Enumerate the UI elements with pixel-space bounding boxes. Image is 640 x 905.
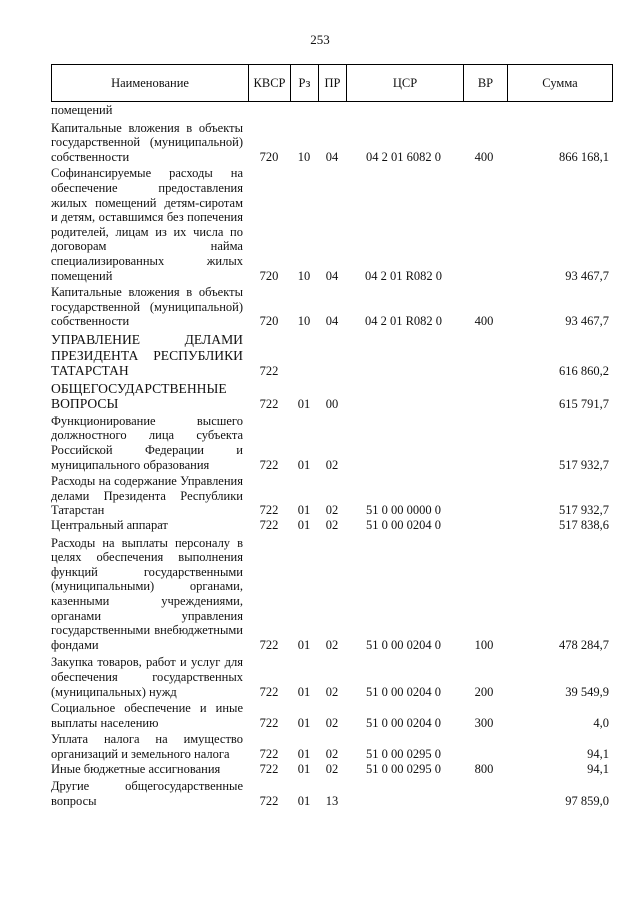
row-kvsr: 720: [259, 268, 279, 283]
row-sum: 478 284,7: [559, 637, 609, 652]
table-row: [51, 103, 612, 118]
row-pr: 02: [325, 503, 339, 518]
row-name: Иные бюджетные ассигнования: [51, 761, 221, 776]
row-rz: 01: [297, 637, 311, 652]
table-row: [51, 762, 612, 777]
row-kvsr: 722: [259, 637, 279, 652]
page-number: 253: [310, 32, 330, 47]
row-vr: 100: [474, 637, 494, 652]
row-vr: 200: [474, 684, 494, 699]
row-pr: 04: [325, 268, 339, 283]
row-pr: 02: [325, 518, 339, 533]
row-sum: 616 860,2: [559, 364, 609, 379]
column-header-name: Наименование: [52, 65, 249, 102]
row-kvsr: 720: [259, 149, 279, 164]
row-pr: 13: [325, 793, 339, 808]
row-sum: 93 467,7: [565, 314, 609, 329]
row-sum: 97 859,0: [565, 793, 609, 808]
row-rz: 10: [297, 314, 311, 329]
column-header-pr: ПР: [319, 65, 347, 102]
row-csr: 51 0 00 0204 0: [366, 518, 441, 533]
row-csr: 04 2 01 R082 0: [364, 314, 443, 329]
row-rz: 01: [297, 503, 311, 518]
row-sum: 39 549,9: [565, 684, 609, 699]
row-rz: 01: [297, 761, 311, 776]
row-sum: 517 838,6: [559, 518, 609, 533]
row-sum: 93 467,7: [565, 268, 609, 283]
row-name: Капитальные вложения в объекты государственной (муниципальной) собственности: [51, 120, 243, 164]
row-rz: 01: [297, 457, 311, 472]
table-row: [51, 701, 612, 730]
row-pr: 04: [325, 314, 339, 329]
row-pr: 02: [325, 746, 339, 761]
row-name: Капитальные вложения в объекты государственной (муниципальной) собственности: [51, 285, 243, 329]
row-kvsr: 720: [259, 314, 279, 329]
row-pr: 02: [325, 761, 339, 776]
row-kvsr: 722: [259, 761, 279, 776]
row-kvsr: 722: [259, 746, 279, 761]
row-pr: 02: [325, 684, 339, 699]
row-rz: 10: [297, 149, 311, 164]
row-csr: 04 2 01 6082 0: [366, 149, 441, 164]
table-row: [51, 536, 612, 653]
row-csr: 51 0 00 0204 0: [366, 637, 441, 652]
row-sum: 94,1: [587, 761, 609, 776]
row-kvsr: 722: [259, 793, 279, 808]
row-pr: 00: [325, 397, 339, 412]
row-name: Расходы на содержание Управления делами Президента Республики Татарстан: [51, 474, 243, 518]
row-rz: 01: [297, 684, 311, 699]
row-pr: 02: [325, 715, 339, 730]
row-name: Функционирование высшего должностного лица субъекта Российской Федерации и муниципального образования: [51, 413, 243, 472]
table-header: [51, 64, 613, 102]
column-header-kvsr: КВСР: [249, 65, 291, 102]
row-rz: 01: [297, 793, 311, 808]
row-sum: 4,0: [593, 715, 609, 730]
row-kvsr: 722: [259, 684, 279, 699]
row-pr: 02: [325, 637, 339, 652]
row-pr: 04: [325, 149, 339, 164]
row-pr: 02: [325, 457, 339, 472]
row-name: Уплата налога на имущество организаций и земельного налога: [51, 732, 243, 761]
row-vr: 800: [474, 761, 494, 776]
table-row: [51, 732, 612, 761]
row-vr: 300: [474, 715, 494, 730]
row-name: Софинансируемые расходы на обеспечение предоставления жилых помещений детям-сиротам и детям, оставшимся без попечения родителей, лицам из их числа по договорам найма специализированных жилых помещений: [51, 166, 243, 283]
row-kvsr: 722: [259, 518, 279, 533]
table-row: [51, 474, 612, 518]
row-rz: 10: [297, 268, 311, 283]
row-name: Центральный аппарат: [51, 518, 168, 533]
row-name: Закупка товаров, работ и услуг для обеспечения государственных (муниципальных) нужд: [51, 655, 243, 699]
row-rz: 01: [297, 397, 311, 412]
row-name: Другие общегосударственные вопросы: [51, 779, 243, 808]
row-sum: 517 932,7: [559, 503, 609, 518]
table-row: [51, 655, 612, 699]
table-row: [51, 166, 612, 283]
row-csr: 04 2 01 R082 0: [364, 268, 443, 283]
row-sum: 866 168,1: [559, 149, 609, 164]
row-sum: 94,1: [587, 746, 609, 761]
row-csr: 51 0 00 0204 0: [366, 684, 441, 699]
row-vr: 400: [474, 314, 494, 329]
row-vr: 400: [474, 149, 494, 164]
row-kvsr: 722: [259, 364, 279, 379]
row-csr: 51 0 00 0000 0: [366, 503, 441, 518]
table-row: [51, 414, 612, 472]
row-csr: 51 0 00 0295 0: [366, 746, 441, 761]
table-row: [51, 779, 612, 808]
row-name: Социальное обеспечение и иные выплаты населению: [51, 701, 243, 730]
row-name: ОБЩЕГОСУДАРСТВЕННЫЕ ВОПРОСЫ: [51, 380, 227, 412]
row-rz: 01: [297, 746, 311, 761]
row-rz: 01: [297, 518, 311, 533]
table-row: [51, 381, 612, 412]
row-kvsr: 722: [259, 457, 279, 472]
table-row: [51, 285, 612, 329]
row-kvsr: 722: [259, 503, 279, 518]
row-csr: 51 0 00 0295 0: [366, 761, 441, 776]
column-header-vr: ВР: [464, 65, 508, 102]
row-sum: 615 791,7: [559, 397, 609, 412]
row-csr: 51 0 00 0204 0: [366, 715, 441, 730]
table-row: [51, 332, 612, 379]
table-row: [51, 121, 612, 165]
table-body: [51, 103, 612, 808]
row-name: помещений: [51, 103, 113, 117]
column-header-rz: Рз: [291, 65, 319, 102]
column-header-csr: ЦСР: [347, 65, 464, 102]
row-name: УПРАВЛЕНИЕ ДЕЛАМИ ПРЕЗИДЕНТА РЕСПУБЛИКИ ТАТАРСТАН: [51, 331, 243, 379]
table-row: [51, 518, 612, 533]
row-rz: 01: [297, 715, 311, 730]
row-sum: 517 932,7: [559, 457, 609, 472]
column-header-sum: Сумма: [508, 65, 613, 102]
row-name: Расходы на выплаты персоналу в целях обеспечения выполнения функций государственными (муниципальными) органами, казенными учреждениями, органами управления государственными внебюджетными фондами: [51, 535, 243, 652]
row-kvsr: 722: [259, 715, 279, 730]
row-kvsr: 722: [259, 397, 279, 412]
